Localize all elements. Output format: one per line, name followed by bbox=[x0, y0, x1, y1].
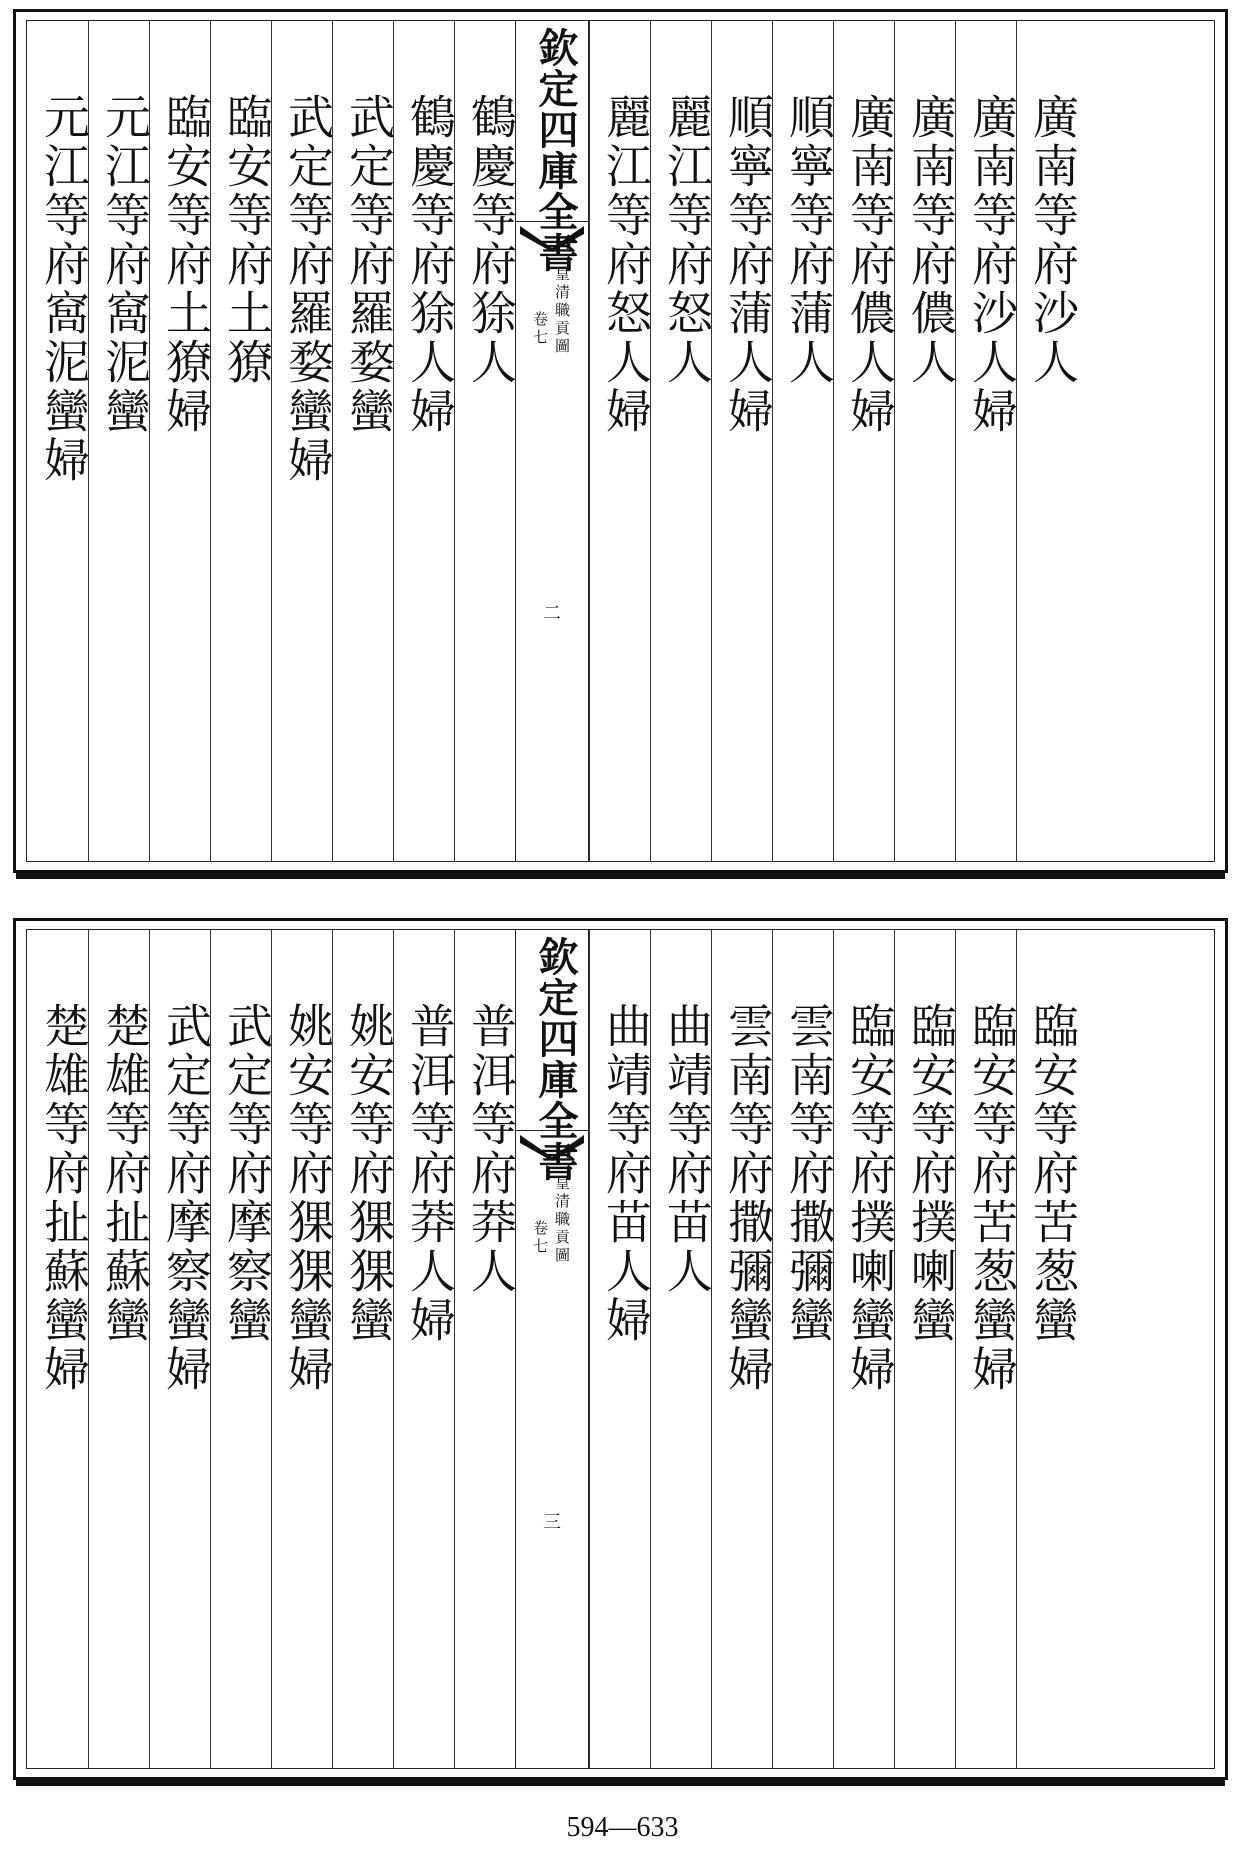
page-reference: 594—633 bbox=[566, 1812, 679, 1843]
column-text: 順寧等府蒲人 bbox=[782, 93, 836, 387]
fish-tail-mark bbox=[520, 226, 584, 252]
folio-number: 二 bbox=[543, 603, 561, 624]
volume-label: 卷七 bbox=[531, 1220, 549, 1256]
column-text: 武定等府摩察蠻婦 bbox=[159, 1002, 213, 1394]
column-text: 普洱等府莽人 bbox=[464, 1002, 518, 1296]
column-text: 順寧等府蒲人婦 bbox=[721, 93, 775, 436]
center-margin bbox=[515, 21, 589, 861]
column-text: 普洱等府莽人婦 bbox=[403, 1002, 457, 1345]
column-text: 曲靖等府苗人 bbox=[660, 1002, 714, 1296]
column bbox=[1016, 21, 1089, 861]
column-text: 麗江等府怒人 bbox=[660, 93, 714, 387]
header-rule bbox=[516, 1130, 588, 1131]
column bbox=[1016, 930, 1089, 1768]
column-text: 臨安等府土獠 bbox=[220, 93, 274, 387]
column-text: 楚雄等府扯蘇蠻 bbox=[98, 1002, 152, 1345]
column-text: 臨安等府苦葱蠻婦 bbox=[965, 1002, 1019, 1394]
page-frame bbox=[26, 929, 1215, 1769]
column-text: 姚安等府猓猓蠻婦 bbox=[281, 1002, 335, 1394]
page-top bbox=[13, 9, 1228, 873]
column-text: 元江等府窩泥蠻婦 bbox=[37, 93, 91, 485]
column-text: 臨安等府土獠婦 bbox=[159, 93, 213, 436]
book-title: 皇清職貢圖 bbox=[553, 266, 571, 356]
column-text: 廣南等府儂人婦 bbox=[843, 93, 897, 436]
running-header: 欽定四庫全書 bbox=[532, 936, 579, 1182]
column-text: 曲靖等府苗人婦 bbox=[599, 1002, 653, 1345]
header-rule bbox=[516, 221, 588, 222]
column-text: 雲南等府撒彌蠻 bbox=[782, 1002, 836, 1345]
column-text: 臨安等府撲喇蠻 bbox=[904, 1002, 958, 1345]
column-text: 臨安等府苦葱蠻 bbox=[1026, 1002, 1080, 1345]
column-text: 廣南等府儂人 bbox=[904, 93, 958, 387]
folio-number: 三 bbox=[543, 1512, 561, 1533]
column-text: 麗江等府怒人婦 bbox=[599, 93, 653, 436]
volume-label: 卷七 bbox=[531, 311, 549, 347]
center-margin bbox=[515, 930, 589, 1768]
page-bottom bbox=[13, 918, 1228, 1780]
column-text: 鶴慶等府狳人 bbox=[464, 93, 518, 387]
column-text: 楚雄等府扯蘇蠻婦 bbox=[37, 1002, 91, 1394]
page-frame bbox=[26, 20, 1215, 862]
column-text: 元江等府窩泥蠻 bbox=[98, 93, 152, 436]
book-title: 皇清職貢圖 bbox=[553, 1175, 571, 1265]
column-text: 鶴慶等府狳人婦 bbox=[403, 93, 457, 436]
fish-tail-mark bbox=[520, 1135, 584, 1161]
column-text: 雲南等府撒彌蠻婦 bbox=[721, 1002, 775, 1394]
column-text: 廣南等府沙人婦 bbox=[965, 93, 1019, 436]
running-header: 欽定四庫全書 bbox=[532, 27, 579, 273]
column-text: 廣南等府沙人 bbox=[1026, 93, 1080, 387]
column-text: 姚安等府猓猓蠻 bbox=[342, 1002, 396, 1345]
column-text: 武定等府摩察蠻 bbox=[220, 1002, 274, 1345]
column-text: 臨安等府撲喇蠻婦 bbox=[843, 1002, 897, 1394]
column-text: 武定等府羅婺蠻 bbox=[342, 93, 396, 436]
column-text: 武定等府羅婺蠻婦 bbox=[281, 93, 335, 485]
